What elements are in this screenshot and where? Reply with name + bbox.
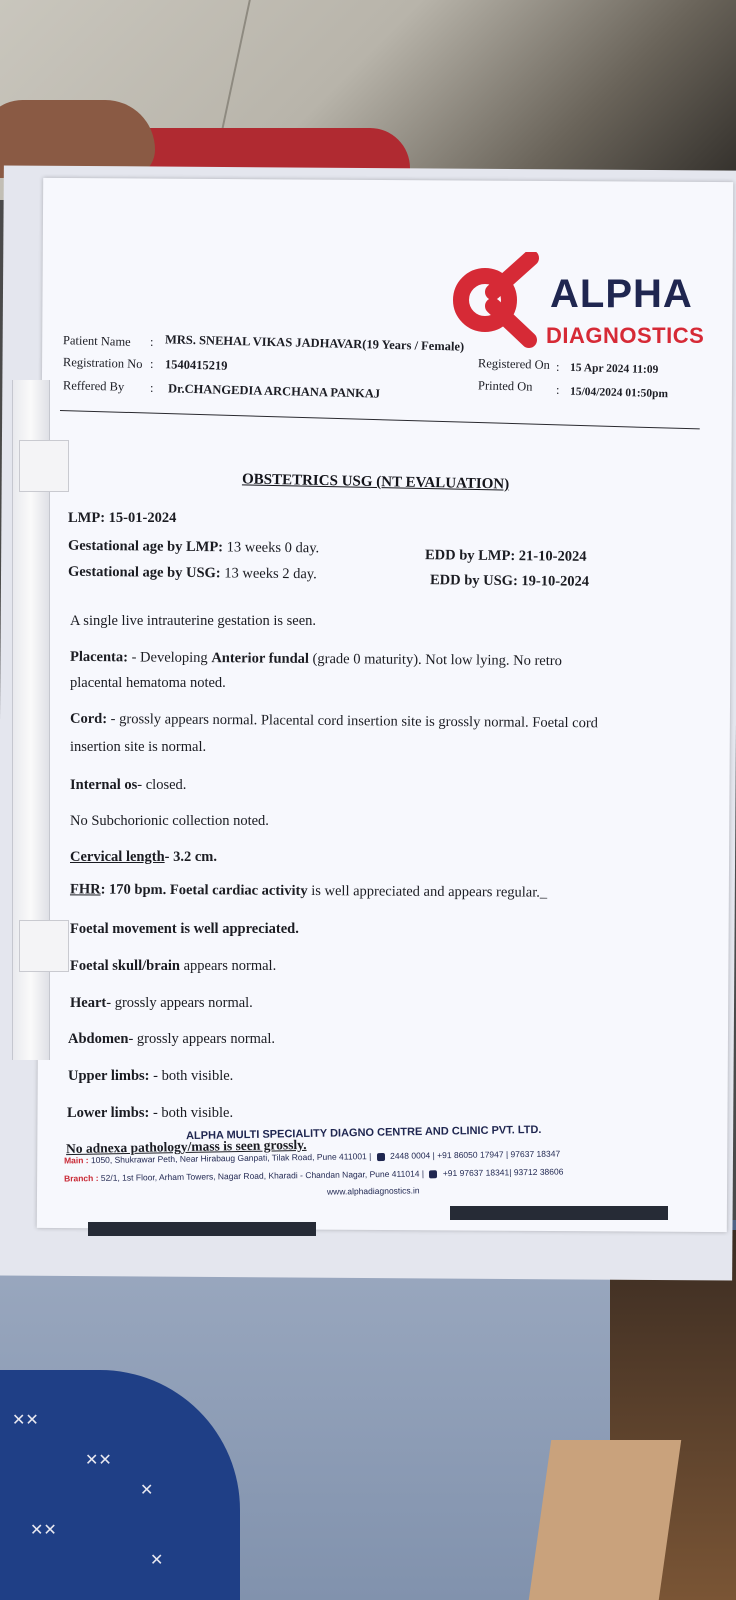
colon: : [556,360,560,374]
phone-icon [377,1153,385,1161]
printed-on-value: 15/04/2024 01:50pm [569,385,669,401]
colon: : [150,381,154,395]
fhr-rest: is well appreciated and appears regular._ [307,882,548,901]
registration-no-label: Registration No [62,355,143,371]
heart-label: Heart [70,995,107,1011]
footer-branch-label: Branch : [63,1173,99,1184]
cervical-line [70,850,217,865]
internal-os-value: - closed. [137,777,187,793]
lower-limbs-value: - both visible. [149,1105,234,1121]
cord-line-2: insertion site is normal. [70,739,207,755]
edd-usg: EDD by USG: 19-10-2024 [429,572,590,590]
pattern-icon: ✕ [150,1550,164,1569]
pattern-icon: ✕✕ [30,1520,57,1539]
patient-name-label: Patient Name [62,333,131,349]
pattern-icon: ✕✕ [85,1450,112,1469]
referred-by-value: Dr.CHANGEDIA ARCHANA PANKAJ [167,381,381,401]
foetal-movement-label: Foetal movement [70,921,177,937]
upper-limbs-label: Upper limbs: [68,1068,150,1084]
abdomen-value: - grossly appears normal. [128,1031,276,1047]
adnexa-line: No adnexa pathology/mass is seen grossly. [65,1136,307,1157]
colon: : [150,357,154,371]
ga-lmp-line [68,539,319,556]
foetal-skull-label: Foetal skull/brain [70,958,180,974]
internal-os-label: Internal os [70,777,138,793]
redaction-bar [450,1206,668,1220]
folder-clip-strip [12,380,50,1060]
abdomen-line [68,1032,275,1047]
edd-lmp: EDD by LMP: 21-10-2024 [424,547,587,565]
placenta-post: (grade 0 maturity). Not low lying. No retro [308,650,562,670]
footer-main-phones: 2448 0004 | +91 86050 17947 | 97637 18347 [389,1148,561,1161]
fhr-label: FHR [69,881,101,898]
foetal-skull-line [70,959,276,974]
footer-main-label: Main : [63,1155,89,1166]
cord-text: - grossly appears normal. Placental cord insertion site is grossly normal. Foetal cord [107,711,599,732]
footer-branch-phones: +91 97637 18341| 93712 38606 [442,1166,564,1179]
registered-on-value: 15 Apr 2024 11:09 [569,361,659,377]
ga-usg-label: Gestational age by USG: [67,563,221,582]
foetal-movement-line [70,922,299,937]
clip-block [19,920,69,972]
clip-block [19,440,69,492]
ga-lmp-value: 13 weeks 0 day. [226,539,320,557]
footer-branch-address: 52/1, 1st Floor, Arham Towers, Nagar Road, Kharadi - Chandan Nagar, Pune 411014 | [100,1168,425,1183]
placenta-line-2: placental hematoma noted. [70,675,226,691]
printed-on-label: Printed On [477,378,533,394]
ga-lmp-label: Gestational age by LMP: [67,537,224,556]
subchorionic-line: No Subchorionic collection noted. [70,813,269,829]
placenta-label: Placenta: [69,648,129,666]
cord-label: Cord: [69,710,108,728]
footer-website: www.alphadiagnostics.in [326,1185,420,1197]
alpha-logo-icon [453,252,543,352]
pattern-icon: ✕✕ [12,1410,39,1429]
single-live-line: A single live intrauterine gestation is seen. [70,613,317,629]
pattern-icon: ✕ [140,1480,154,1499]
patient-name-value: MRS. SNEHAL VIKAS JADHAVAR(19 Years / Female) [164,332,465,354]
placenta-pre: - Developing [127,649,212,667]
fhr-line [70,882,547,900]
logo-text-alpha: ALPHA [550,272,693,316]
lower-limbs-label: Lower limbs: [67,1105,150,1121]
registered-on-label: Registered On [477,356,551,372]
background-board [529,1440,681,1600]
lower-limbs-line [67,1106,233,1121]
internal-os-line [70,778,186,793]
foetal-movement-value: is well appreciated. [176,921,299,937]
logo-text-diagnostics: DIAGNOSTICS [546,323,705,348]
footer-main-address: 1050, Shukrawar Peth, Near Hirabaug Ganpati, Tilak Road, Pune 411001 | [90,1151,372,1166]
fhr-value: : 170 bpm. Foetal cardiac activity [100,881,308,899]
lmp-line: LMP: 15-01-2024 [68,510,177,526]
colon: : [556,383,560,397]
placenta-position: Anterior fundal [211,650,310,667]
ga-usg-value: 13 weeks 2 day. [224,565,317,583]
heart-line [70,996,253,1011]
phone-icon [429,1170,437,1178]
redaction-bar [88,1222,316,1236]
heart-value: - grossly appears normal. [106,995,253,1011]
upper-limbs-value: - both visible. [149,1068,234,1084]
abdomen-label: Abdomen [68,1031,129,1047]
report-title: OBSTETRICS USG (NT EVALUATION) [241,471,510,493]
colon: : [150,335,154,349]
ga-usg-line [68,565,317,582]
registration-no-value: 1540415219 [164,357,228,373]
cervical-value: - 3.2 cm. [164,849,217,865]
referred-by-label: Reffered By [62,378,125,394]
footer-company: ALPHA MULTI SPECIALITY DIAGNO CENTRE AND CLINIC PVT. LTD. [185,1123,542,1143]
cervical-label: Cervical length [70,849,165,865]
upper-limbs-line [68,1069,233,1084]
foetal-skull-value: appears normal. [179,958,277,974]
